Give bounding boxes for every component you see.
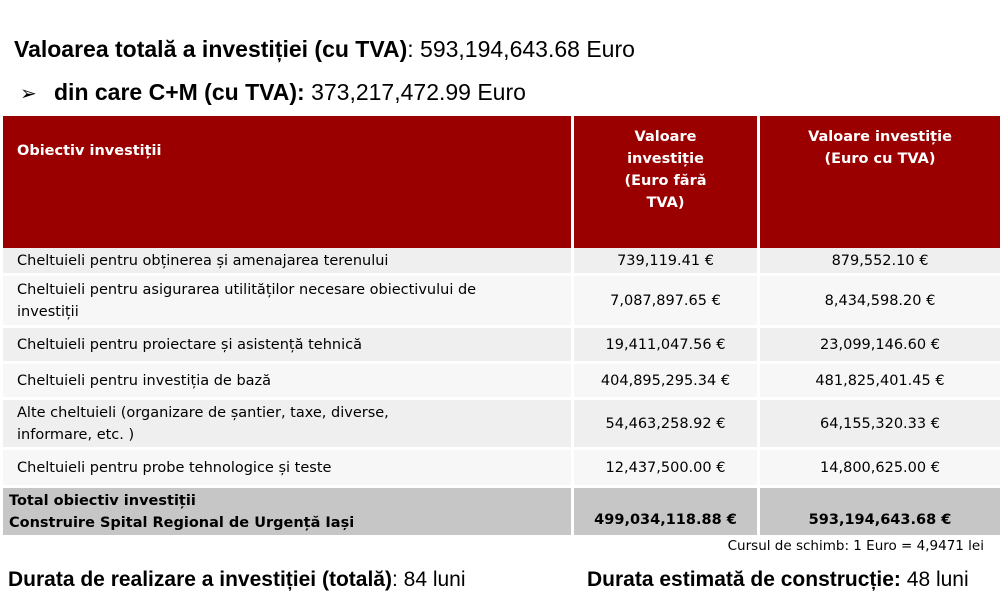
- row-label: Cheltuieli pentru obținerea și amenajarea terenului: [3, 248, 571, 276]
- arrow-bullet-icon: ➢: [20, 83, 37, 105]
- row-label-text: Cheltuieli pentru asigurarea utilităților necesare obiectivului de investiții: [17, 281, 477, 320]
- table-total-row: [3, 488, 1000, 538]
- cm-investment-line: [20, 79, 526, 106]
- header-no-vat-line: investiție: [627, 151, 704, 167]
- duration-total-value: : 84 luni: [391, 568, 466, 591]
- row-value-with-vat: 14,800,625.00 €: [760, 450, 1000, 488]
- header-with-vat-line: (Euro cu TVA): [824, 151, 936, 167]
- investment-table: [0, 116, 1000, 538]
- row-label: [3, 400, 571, 450]
- header-no-vat-line: TVA): [646, 195, 685, 211]
- row-value-with-vat: 481,825,401.45 €: [760, 364, 1000, 400]
- exchange-rate-note: Cursul de schimb: 1 Euro = 4,9471 lei: [727, 538, 984, 554]
- header-with-vat-line: Valoare investiție: [808, 129, 952, 145]
- row-label: Cheltuieli pentru proiectare și asistență tehnică: [3, 328, 571, 364]
- duration-construction-value: 48 luni: [900, 568, 969, 591]
- total-label-line1: Total obiectiv investiții: [9, 492, 196, 509]
- table-row: [3, 276, 1000, 328]
- row-value-no-vat: 7,087,897.65 €: [574, 276, 757, 328]
- row-value-no-vat: 404,895,295.34 €: [574, 364, 757, 400]
- row-value-with-vat: 64,155,320.33 €: [760, 400, 1000, 450]
- row-label: Cheltuieli pentru investiția de bază: [3, 364, 571, 400]
- row-value-no-vat: 54,463,258.92 €: [574, 400, 757, 450]
- header-objective: Obiectiv investiții: [3, 116, 571, 248]
- header-no-vat-line: (Euro fără: [624, 173, 707, 189]
- row-value-no-vat: 739,119.41 €: [574, 248, 757, 276]
- table-row: [3, 364, 1000, 400]
- row-label: Cheltuieli pentru probe tehnologice și teste: [3, 450, 571, 488]
- row-value-no-vat: 12,437,500.00 €: [574, 450, 757, 488]
- duration-total-line: [8, 568, 466, 592]
- duration-construction-label: Durata estimată de construcție:: [587, 568, 901, 591]
- header-value-with-vat: [760, 116, 1000, 248]
- header-no-vat-line: Valoare: [634, 129, 697, 145]
- duration-total-label: Durata de realizare a investiției (totală): [8, 568, 392, 591]
- row-label-text: Alte cheltuieli (organizare de șantier, taxe, diverse, informare, etc. ): [17, 404, 389, 443]
- cm-investment-label: din care C+M (cu TVA):: [54, 79, 305, 105]
- total-investment-value: : 593,194,643.68 Euro: [407, 36, 635, 62]
- table-row: [3, 400, 1000, 450]
- total-value-no-vat: 499,034,118.88 €: [574, 488, 757, 538]
- row-value-with-vat: 879,552.10 €: [760, 248, 1000, 276]
- header-value-no-vat: [574, 116, 757, 248]
- row-value-no-vat: 19,411,047.56 €: [574, 328, 757, 364]
- row-value-with-vat: 23,099,146.60 €: [760, 328, 1000, 364]
- row-label: [3, 276, 571, 328]
- table-header-row: [3, 116, 1000, 248]
- table-row: [3, 450, 1000, 488]
- total-value-with-vat: 593,194,643.68 €: [760, 488, 1000, 538]
- duration-construction-line: [587, 568, 969, 592]
- total-investment-label: Valoarea totală a investiției (cu TVA): [14, 36, 408, 62]
- table-row: [3, 248, 1000, 276]
- row-value-with-vat: 8,434,598.20 €: [760, 276, 1000, 328]
- total-label: [3, 488, 571, 538]
- cm-investment-value: 373,217,472.99 Euro: [304, 79, 526, 105]
- total-label-line2: Construire Spital Regional de Urgență Iași: [9, 514, 355, 531]
- table-row: [3, 328, 1000, 364]
- total-investment-line: [14, 36, 635, 63]
